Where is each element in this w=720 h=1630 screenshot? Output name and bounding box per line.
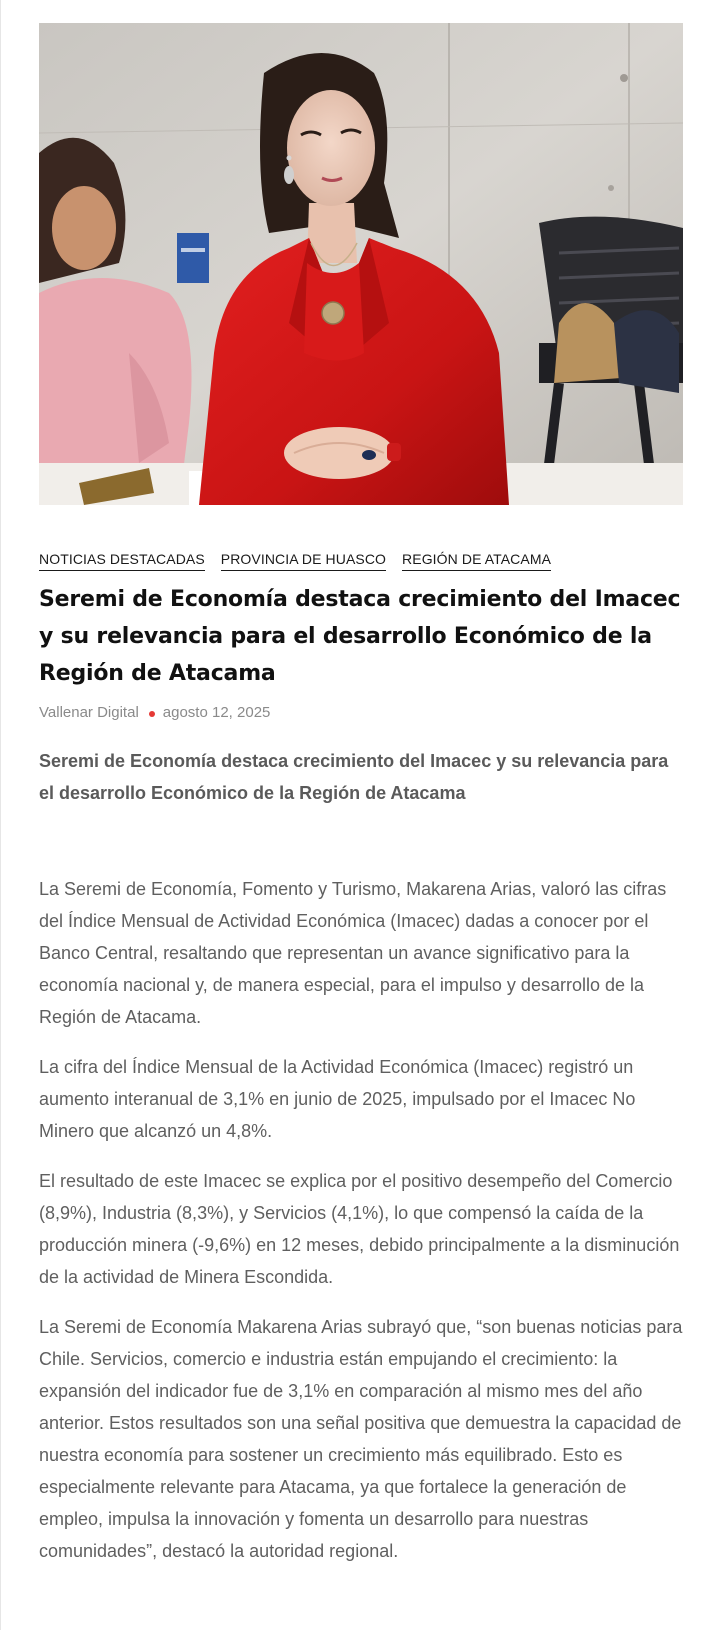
category-link-provincia-de-huasco[interactable]: PROVINCIA DE HUASCO	[221, 549, 386, 571]
category-link-noticias-destacadas[interactable]: NOTICIAS DESTACADAS	[39, 549, 205, 571]
article-lead: Seremi de Economía destaca crecimiento del Imacec y su relevancia para el desarrollo Económico de la Región de Atacama	[39, 751, 669, 803]
author-link[interactable]: Vallenar Digital	[39, 704, 139, 721]
body-paragraph: La Seremi de Economía Makarena Arias subrayó que, “son buenas noticias para Chile. Servicios, comercio e industria están empujando el crecimiento: la expansión del indicador fue de 3,1% en comparación al mismo mes del año anterior. Estos resultados son una señal positiva que demuestra la capacidad de nuestra economía para sostener un crecimiento más equilibrado. Esto es especialmente relevante para Atacama, ya que fortalece la generación de empleo, impulsa la innovación y fomenta un desarrollo para nuestras comunidades”, destacó la autoridad regional.	[39, 1317, 683, 1561]
body-paragraph: El resultado de este Imacec se explica por el positivo desempeño del Comercio (8,9%), Industria (8,3%), y Servicios (4,1%), lo que compensó la caída de la producción minera (-9,6%) en 12 meses, debido principalmente a la disminución de la actividad de Minera Escondida.	[39, 1171, 680, 1287]
featured-image[interactable]	[39, 23, 683, 505]
category-link-region-de-atacama[interactable]: REGIÓN DE ATACAMA	[402, 549, 551, 571]
article-body	[39, 873, 683, 1567]
article	[39, 23, 683, 1585]
category-list	[39, 549, 683, 571]
article-title: Seremi de Economía destaca crecimiento del Imacec y su relevancia para el desarrollo Económico de la Región de Atacama	[39, 587, 681, 686]
body-paragraph: La Seremi de Economía, Fomento y Turismo, Makarena Arias, valoró las cifras del Índice Mensual de Actividad Económica (Imacec) dadas a conocer por el Banco Central, resaltando que representan un avance significativo para la economía nacional y, de manera especial, para el impulso y desarrollo de la Región de Atacama.	[39, 879, 667, 1027]
body-paragraph: La cifra del Índice Mensual de la Actividad Económica (Imacec) registró un aumento interanual de 3,1% en junio de 2025, impulsado por el Imacec No Minero que alcanzó un 4,8%.	[39, 1057, 636, 1141]
article-meta	[39, 704, 683, 721]
publish-date: agosto 12, 2025	[162, 704, 271, 721]
separator-dot-icon	[149, 711, 155, 717]
page-left-border	[0, 0, 1, 1630]
